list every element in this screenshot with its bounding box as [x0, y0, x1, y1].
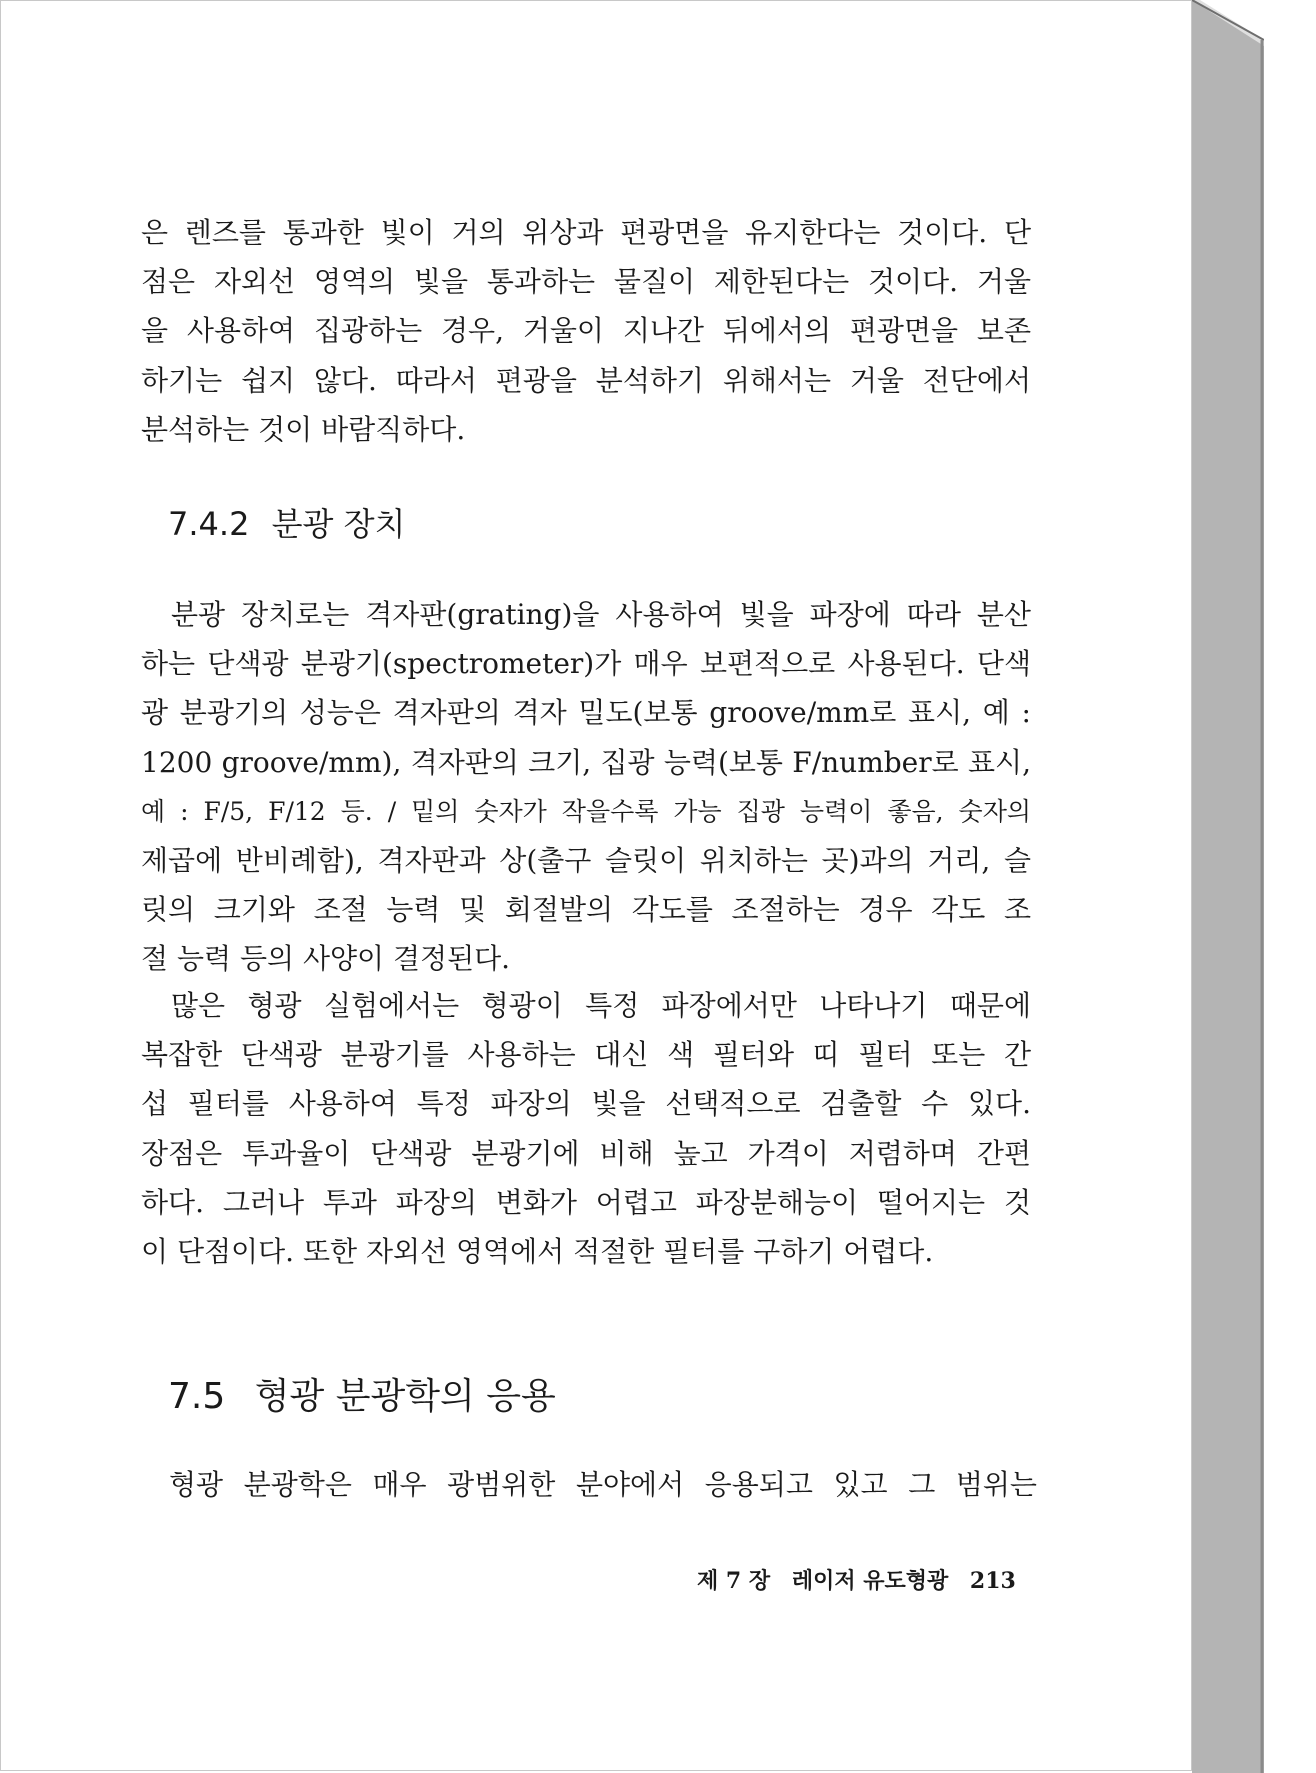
section-number: 7.5 — [168, 1376, 226, 1417]
text-line: 1200 groove/mm), 격자판의 크기, 집광 능력(보통 F/number로 표시, — [141, 745, 1031, 779]
text-line: 장점은 투과율이 단색광 분광기에 비해 높고 가격이 저렴하며 간편 — [141, 1136, 1031, 1170]
text-line: 분광 장치로는 격자판(grating)을 사용하여 빛을 파장에 따라 분산 — [171, 598, 1031, 631]
paragraph-intro-continued — [141, 208, 1031, 454]
paragraph-applications — [169, 1460, 1037, 1509]
section-number: 7.4.2 — [168, 505, 250, 543]
text-line: 을 사용하여 집광하는 경우, 거울이 지나간 뒤에서의 편광면을 보존 — [141, 314, 1031, 348]
section-heading-7-4-2 — [168, 499, 405, 545]
paragraph-filters — [141, 981, 1031, 1276]
text-line: 절 능력 등의 사양이 결정된다. — [141, 942, 511, 976]
section-title: 분광 장치 — [271, 505, 406, 543]
paragraph-spectrometer — [141, 590, 1031, 984]
text-line: 릿의 크기와 조절 능력 및 회절발의 각도를 조절하는 경우 각도 조 — [141, 893, 1031, 927]
text-line: 형광 분광학은 매우 광범위한 분야에서 응용되고 있고 그 범위는 — [169, 1468, 1037, 1501]
text-line: 광 분광기의 성능은 격자판의 격자 밀도(보통 groove/mm로 표시, 예 : — [141, 696, 1031, 730]
text-line: 이 단점이다. 또한 자외선 영역에서 적절한 필터를 구하기 어렵다. — [141, 1235, 934, 1269]
section-heading-7-5 — [168, 1368, 556, 1419]
footer-chapter: 제 7 장 — [697, 1568, 771, 1594]
text-line: 많은 형광 실험에서는 형광이 특정 파장에서만 나타나기 때문에 — [171, 989, 1031, 1022]
page-number: 213 — [969, 1568, 1016, 1594]
section-title: 형광 분광학의 응용 — [254, 1376, 556, 1417]
text-line: 예 : F/5, F/12 등. / 밑의 숫자가 작을수록 가능 집광 능력이 좋음, 숫자의 — [141, 796, 1031, 826]
text-line: 은 렌즈를 통과한 빛이 거의 위상과 편광면을 유지한다는 것이다. 단 — [141, 216, 1031, 249]
page-footer — [697, 1564, 1016, 1595]
text-line: 점은 자외선 영역의 빛을 통과하는 물질이 제한된다는 것이다. 거울 — [141, 265, 1031, 299]
page-stack-edge — [1192, 0, 1264, 1773]
text-line: 하기는 쉽지 않다. 따라서 편광을 분석하기 위해서는 거울 전단에서 — [141, 363, 1031, 397]
text-line: 섭 필터를 사용하여 특정 파장의 빛을 선택적으로 검출할 수 있다. — [141, 1087, 1031, 1121]
text-line: 복잡한 단색광 분광기를 사용하는 대신 색 필터와 띠 필터 또는 간 — [141, 1038, 1031, 1072]
footer-chapter-title: 레이저 유도형광 — [791, 1568, 949, 1594]
text-line: 하다. 그러나 투과 파장의 변화가 어렵고 파장분해능이 떨어지는 것 — [141, 1185, 1031, 1219]
text-line: 분석하는 것이 바람직하다. — [141, 412, 466, 446]
text-line: 하는 단색광 분광기(spectrometer)가 매우 보편적으로 사용된다. 단색 — [141, 647, 1031, 681]
text-line: 제곱에 반비례함), 격자판과 상(출구 슬릿이 위치하는 곳)과의 거리, 슬 — [141, 844, 1031, 878]
